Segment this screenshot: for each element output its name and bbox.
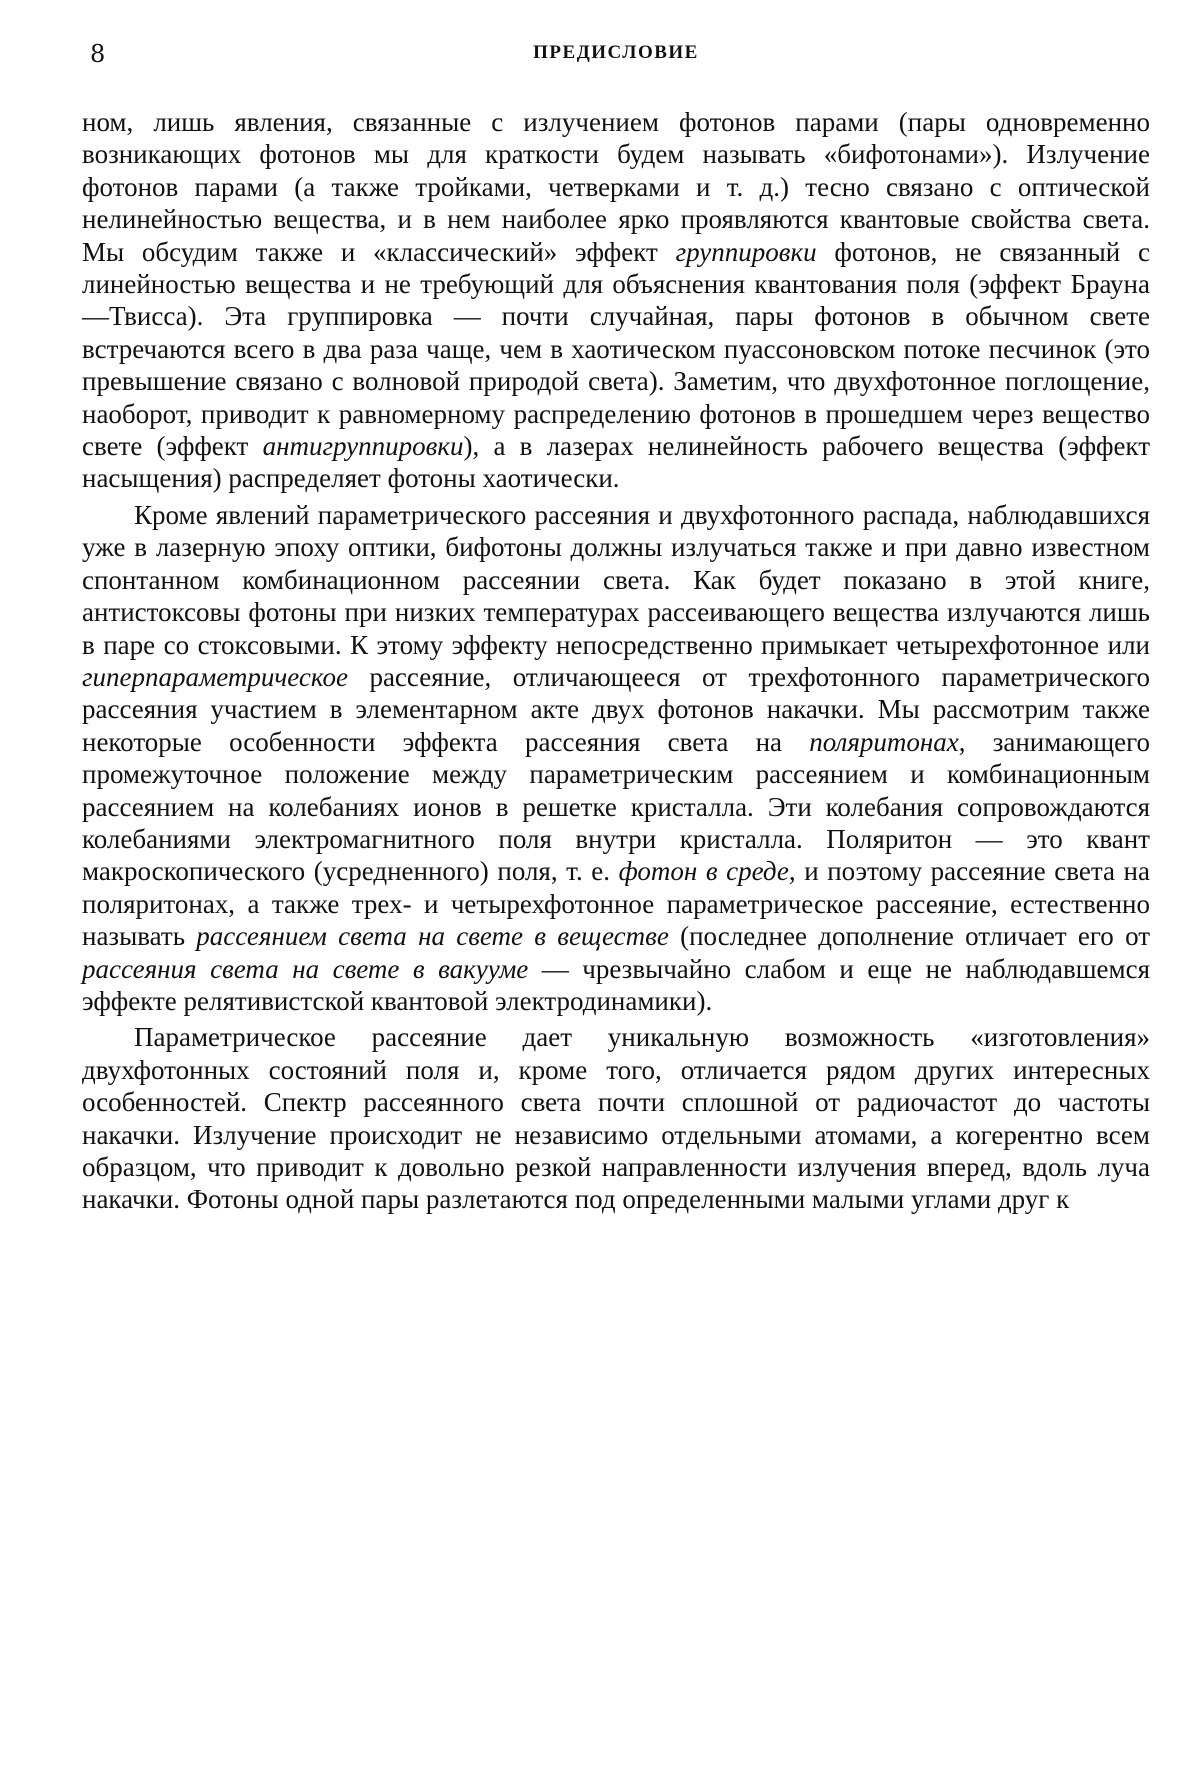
italic-term: поляритонах	[809, 726, 959, 757]
italic-term: рассеянием света на свете в веществе	[196, 921, 669, 952]
page-header	[82, 40, 1150, 74]
italic-term: группировки	[675, 236, 817, 267]
paragraph	[82, 1021, 1150, 1215]
text-run: рассеяние, отличающееся от трехфотонного параметрического рассеяния участием в элементарном акте двух фотонов накачки. Мы рассмотрим также некоторые особенности эффекта рассеяния света на	[82, 661, 1150, 757]
text-run: Параметрическое рассеяние дает уникальную возможность «изготовления» двухфотонных состояний поля и, кроме того, отличается рядом других интересных особенностей. Спектр рассеянного света почти сплошной от радиочастот до частоты накачки. Излучение происходит не независимо отдельными атомами, а когерентно всем образцом, что приводит к довольно резкой направленности излучения вперед, вдоль луча накачки. Фотоны одной пары разлетаются под определенными малыми углами друг к	[82, 1022, 1150, 1215]
text-run: ), а в лазерах нелинейность рабочего вещества (эффект насыщения) распределяет фотоны хаотически.	[82, 431, 1150, 494]
paragraph	[82, 499, 1150, 1018]
italic-term: фотон в среде	[618, 856, 789, 887]
text-run: ном, лишь явления, связанные с излучением фотонов парами (пары одновременно возникающих фотонов мы для краткости будем называть «бифотонами»). Излучение фотонов парами (а также тройками, четверками и т. д.) тесно связано с оптической нелинейностью вещества, и в нем наиболее ярко проявляются квантовые свойства света. Мы обсудим также и «классический» эффект	[82, 107, 1150, 267]
text-run: (последнее дополнение отличает его от	[668, 921, 1151, 952]
text-run: , и поэтому рассеяние света на поляритонах, а также трех- и четырехфотонное параметрическое рассеяние, естественно называть	[82, 856, 1150, 952]
italic-term: антигруппировки	[262, 431, 464, 462]
text-run: — чрезвычайно слабом и еще не наблюдавшемся эффекте релятивистской квантовой электродинамики).	[82, 953, 1151, 1016]
italic-term: гиперпараметрическое	[82, 661, 348, 692]
body-text	[82, 106, 1150, 1216]
paragraph	[82, 106, 1150, 495]
text-run: фотонов, не связанный с линейностью вещества и не требующий для объяснения квантования поля (эффект Брауна—Твисса). Эта группировка — почти случайная, пары фотонов в обычном свете встречаются всего в два раза чаще, чем в хаотическом пуассоновском потоке песчинок (это превышение связано с волновой природой света). Заметим, что двухфотонное поглощение, наоборот, приводит к равномерному распределению фотонов в прошедшем через вещество свете (эффект	[82, 236, 1150, 462]
running-head: ПРЕДИСЛОВИЕ	[533, 42, 699, 63]
text-run: Кроме явлений параметрического рассеяния и двухфотонного распада, наблюдавшихся уже в лазерную эпоху оптики, бифотоны должны излучаться также и при давно известном спонтанном комбинационном рассеянии света. Как будет показано в этой книге, антистоксовы фотоны при низких температурах рассеивающего вещества излучаются лишь в паре со стоксовыми. К этому эффекту непосредственно примыкает четырехфотонное или	[82, 499, 1150, 660]
italic-term: рассеяния света на свете в вакууме	[82, 953, 529, 984]
page-number: 8	[90, 40, 106, 68]
text-run: , занимающего промежуточное положение между параметрическим рассеянием и комбинационным рассеянием на колебаниях ионов в решетке кристалла. Эти колебания сопровождаются колебаниями электромагнитного поля внутри кристалла. Поляритон — это квант макроскопического (усредненного) поля, т. е.	[82, 726, 1150, 887]
